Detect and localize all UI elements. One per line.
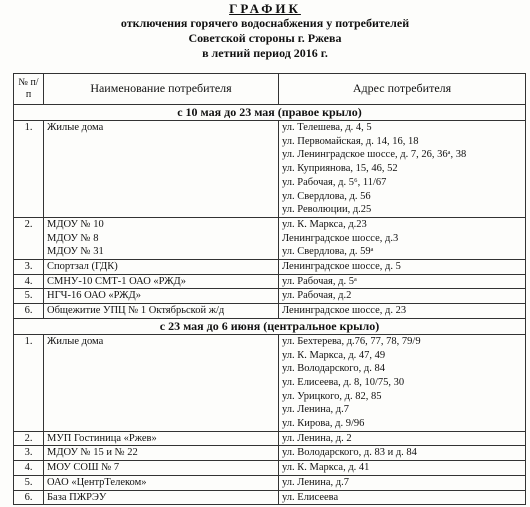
section-heading-row xyxy=(14,318,526,334)
consumer-address: ул. Революции, д.25 xyxy=(282,204,372,216)
consumer-name-cell xyxy=(44,121,279,218)
consumer-address-cell xyxy=(279,260,526,275)
row-number: 6. xyxy=(14,304,44,319)
consumer-address: Ленинградское шоссе, д. 23 xyxy=(282,305,407,317)
consumer-address: ул. Елисеева xyxy=(282,491,339,503)
consumer-name-cell xyxy=(44,274,279,289)
section-heading-row xyxy=(14,105,526,121)
consumer-name: Жилые дома xyxy=(47,122,104,133)
consumer-address: ул. Свердлова, д. 59ᵃ xyxy=(282,246,374,258)
consumer-address-cell xyxy=(279,475,526,490)
column-header-address: Адрес потребителя xyxy=(279,74,526,105)
consumer-name-cell xyxy=(44,490,279,505)
consumer-name-cell xyxy=(44,304,279,319)
consumer-address: ул. Кирова, д. 9/96 xyxy=(282,418,365,430)
table-row xyxy=(14,461,526,476)
row-number: 2. xyxy=(14,431,44,446)
consumer-address: ул. Рабочая, д. 5⁶, 11/67 xyxy=(282,176,387,188)
consumer-address-cell xyxy=(279,289,526,304)
consumer-name-cell xyxy=(44,334,279,431)
column-header-name: Наименование потребителя xyxy=(44,74,279,105)
consumer-name: НГЧ-16 ОАО «РЖД» xyxy=(47,290,141,302)
consumer-address: ул. Первомайская, д. 14, 16, 18 xyxy=(282,135,419,147)
consumer-name: МДОУ № 10 xyxy=(47,218,104,230)
consumer-address-cell xyxy=(279,217,526,259)
table-row xyxy=(14,431,526,446)
consumer-address: ул. Свердлова, д. 56 xyxy=(282,190,371,202)
consumer-name: ОАО «ЦентрТелеком» xyxy=(47,476,147,488)
consumer-address: ул. Бехтерева, д.76, 77, 78, 79/9 xyxy=(282,335,421,347)
table-row xyxy=(14,121,526,218)
consumer-address-cell xyxy=(279,121,526,218)
section-heading: с 23 мая до 6 июня (центральное крыло) xyxy=(14,318,526,334)
consumer-name-cell xyxy=(44,289,279,304)
row-number: 6. xyxy=(14,490,44,505)
row-number: 4. xyxy=(14,461,44,476)
consumer-address: Ленинградское шоссе, д. 5 xyxy=(282,261,401,273)
row-number: 3. xyxy=(14,446,44,461)
row-number: 3. xyxy=(14,260,44,275)
consumer-name: Общежитие УПЦ № 1 Октябрьской ж/д xyxy=(47,305,225,317)
consumer-address: ул. Ленина, д. 2 xyxy=(282,432,352,444)
column-header-number: № п/п xyxy=(14,74,44,105)
table-row xyxy=(14,217,526,259)
consumer-name: Жилые дома xyxy=(47,335,104,347)
consumer-address-cell xyxy=(279,446,526,461)
subtitle-line-2: Советской стороны г. Ржева xyxy=(188,31,342,45)
consumer-name-cell xyxy=(44,461,279,476)
consumer-address: Ленинградское шоссе, д.3 xyxy=(282,232,399,244)
consumer-address: ул. Рабочая, д. 5ᵃ xyxy=(282,275,357,287)
consumer-address: ул. Ленина, д.7 xyxy=(282,404,349,416)
consumer-address-cell xyxy=(279,274,526,289)
table-row xyxy=(14,289,526,304)
consumer-address: ул. Ленина, д.7 xyxy=(282,476,349,488)
consumer-name: МДОУ № 15 и № 22 xyxy=(47,447,138,459)
consumer-name-cell xyxy=(44,217,279,259)
consumer-address: ул. Куприянова, 15, 46, 52 xyxy=(282,163,398,175)
consumer-address-cell xyxy=(279,490,526,505)
consumer-name-cell xyxy=(44,431,279,446)
table-row xyxy=(14,304,526,319)
consumer-address: ул. Урицкого, д. 82, 85 xyxy=(282,390,382,402)
table-row xyxy=(14,334,526,431)
consumer-name: МДОУ № 8 xyxy=(47,232,99,244)
schedule-table xyxy=(13,73,526,505)
consumer-name: МУП Гостиница «Ржев» xyxy=(47,432,157,444)
table-header-row xyxy=(14,74,526,105)
document-title: ГРАФИК xyxy=(229,1,301,16)
row-number: 1. xyxy=(14,121,44,218)
table-row xyxy=(14,274,526,289)
table-row xyxy=(14,475,526,490)
consumer-address-cell xyxy=(279,304,526,319)
table-row xyxy=(14,490,526,505)
table-body xyxy=(14,105,526,505)
row-number: 1. xyxy=(14,334,44,431)
table-row xyxy=(14,260,526,275)
subtitle-line-1: отключения горячего водоснабжения у потребителей xyxy=(120,16,410,30)
consumer-address: ул. К. Маркса, д. 41 xyxy=(282,462,370,474)
consumer-name: МДОУ № 31 xyxy=(47,246,104,258)
consumer-name: СМНУ-10 СМТ-1 ОАО «РЖД» xyxy=(47,275,186,287)
consumer-address: ул. Рабочая, д.2 xyxy=(282,290,352,302)
consumer-name: База ПЖРЭУ xyxy=(47,491,107,503)
consumer-address: ул. Елисеева, д. 8, 10/75, 30 xyxy=(282,376,405,388)
consumer-address: ул. К. Маркса, д.23 xyxy=(282,218,367,230)
consumer-address: ул. Ленинградское шоссе, д. 7, 26, 36ᵃ, 38 xyxy=(282,149,467,161)
consumer-name-cell xyxy=(44,446,279,461)
consumer-address-cell xyxy=(279,461,526,476)
row-number: 5. xyxy=(14,475,44,490)
consumer-name-cell xyxy=(44,260,279,275)
consumer-name: Спортзал (ГДК) xyxy=(47,261,118,273)
row-number: 4. xyxy=(14,274,44,289)
consumer-address: ул. Телешева, д. 4, 5 xyxy=(282,122,372,133)
section-heading: с 10 мая до 23 мая (правое крыло) xyxy=(14,105,526,121)
consumer-address: ул. Володарского, д. 84 xyxy=(282,363,385,375)
consumer-name-cell xyxy=(44,475,279,490)
consumer-address-cell xyxy=(279,431,526,446)
consumer-address: ул. К. Маркса, д. 47, 49 xyxy=(282,349,386,361)
consumer-address: ул. Володарского, д. 83 и д. 84 xyxy=(282,447,417,459)
subtitle-line-3: в летний период 2016 г. xyxy=(202,46,328,60)
row-number: 2. xyxy=(14,217,44,259)
consumer-address-cell xyxy=(279,334,526,431)
consumer-name: МОУ СОШ № 7 xyxy=(47,462,120,474)
table-row xyxy=(14,446,526,461)
row-number: 5. xyxy=(14,289,44,304)
